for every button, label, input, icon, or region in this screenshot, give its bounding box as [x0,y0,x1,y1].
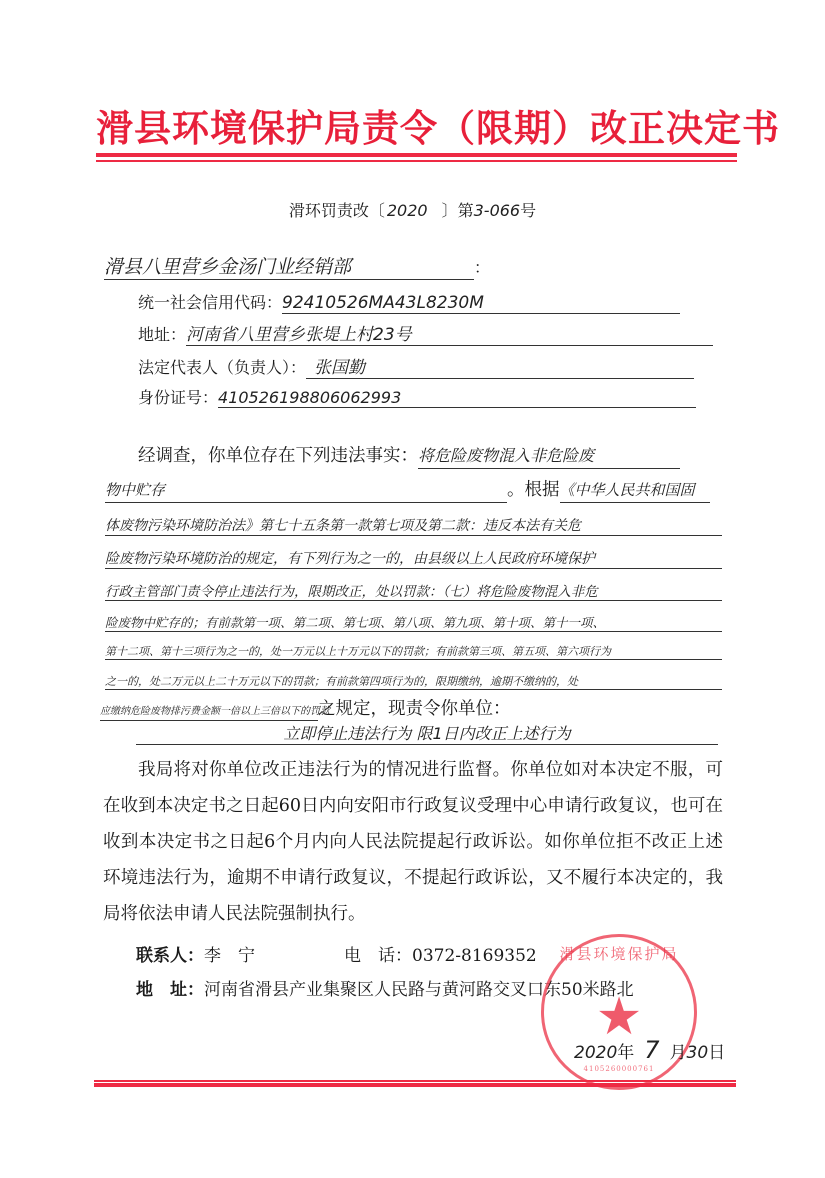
seal-number: 4105260000761 [583,1065,655,1073]
official-seal [541,934,697,1090]
doc-number-prefix: 滑环罚责改〔 [288,201,385,220]
supervision-notice [103,752,723,932]
header-red-rule-thin [96,160,737,162]
credit-code-label: 统一社会信用代码： [138,293,283,312]
office-address-label: 地 址： [136,980,204,1000]
id-number-label: 身份证号： [138,388,219,407]
address-value: 河南省八里营乡张堤上村23号 [186,320,713,346]
legal-basis-line7: 之一的，处二万元以上二十万元以下的罚款；有前款第四项行为的，限期缴纳，逾期不缴纳的，处 [105,673,722,690]
document-number [0,198,825,221]
violation-fact-line2: 物中贮存 [105,478,507,503]
date-year-suffix: 年 [617,1043,635,1063]
id-number-row [138,385,696,408]
legal-rep-label: 法定代表人（负责人）： [138,358,307,377]
recipient-colon: ： [474,258,491,277]
date-month-suffix: 月 [669,1043,687,1063]
legal-basis-line4: 行政主管部门责令停止违法行为，限期改正，处以罚款：（七）将危险废物混入非危 [105,580,722,601]
address-row [138,320,713,346]
issue-date [574,1036,725,1064]
seal-text: 滑县环境保护局 [559,945,679,963]
findings-intro-row [138,437,680,475]
date-day-suffix: 日 [708,1043,726,1063]
supervision-notice-text: 我局将对你单位改正违法行为的情况进行监督。你单位如对本决定不服，可在收到本决定书之日起60日内向安阳市行政复议受理中心申请行政复议，也可在收到本决定书之日起6个月内向人民法院提起行政诉讼。如你单位拒不改正上述环境违法行为，逾期不申请行政复议，不提起行政诉讼，又不履行本决定的，我局将依法申请人民法院强制执行。 [103,760,723,924]
address-label: 地址： [138,325,187,344]
seal-star-icon: ★ [595,986,643,1047]
contact-row [136,941,537,966]
correction-order: 立即停止违法行为 限1日内改正上述行为 [136,724,718,745]
date-year: 2020 [574,1043,618,1063]
id-number-value: 410526198806062993 [218,388,696,408]
legal-rep-value: 张国勤 [306,353,694,379]
contact-person: 李 宁 [204,946,255,966]
legal-basis-line5: 险废物中贮存的；有前款第一项、第二项、第七项、第八项、第九项、第十项、第十一项、 [105,613,722,632]
credit-code-row [138,290,680,314]
contact-person-label: 联系人： [136,946,204,966]
date-day: 30 [686,1043,709,1063]
doc-number-suffix: 号 [520,201,537,220]
legal-basis-line1: 《中华人民共和国固 [560,478,710,503]
credit-code-value: 92410526MA43L8230M [282,293,680,314]
footer-red-rule-thick [94,1083,736,1087]
phone-number: 0372-8169352 [412,946,537,966]
legal-basis-line3: 险废物污染环境防治的规定，有下列行为之一的，由县级以上人民政府环境保护 [105,548,722,569]
legal-rep-row [138,353,694,379]
findings-line2 [105,471,710,509]
legal-basis-line6: 第十二项、第十三项行为之一的，处一万元以上十万元以下的罚款；有前款第三项、第五项、第六项行为 [105,643,722,660]
doc-number-mid: 〕第 [441,201,474,220]
phone-label: 电 话： [344,946,412,966]
footer-red-rule-thin [94,1080,736,1082]
date-month: 7 [644,1036,660,1064]
recipient-name-row [104,252,490,280]
recipient-name: 滑县八里营乡金汤门业经销部 [104,252,474,280]
legal-basis-line2: 体废物污染环境防治法》第七十五条第一款第七项及第二款：违反本法有关危 [105,515,722,536]
doc-number-value: 3-066 [473,201,521,220]
office-address: 河南省滑县产业集聚区人民路与黄河路交叉口东50米路北 [204,980,634,1000]
basis-label: 。根据 [507,480,560,500]
legal-basis-line8: 应缴纳危险废物排污费金额一倍以上三倍以下的罚款 [100,704,318,721]
findings-intro: 经调查，你单位存在下列违法事实： [138,446,418,466]
header-red-rule-thick [96,153,737,157]
order-intro-row [100,690,511,728]
order-label: 之规定，现责令你单位： [318,699,511,719]
document-title: 滑县环境保护局责令（限期）改正决定书 [96,106,780,150]
violation-fact-line1: 将危险废物混入非危险废 [418,444,680,469]
doc-number-year: 2020 [386,201,428,220]
